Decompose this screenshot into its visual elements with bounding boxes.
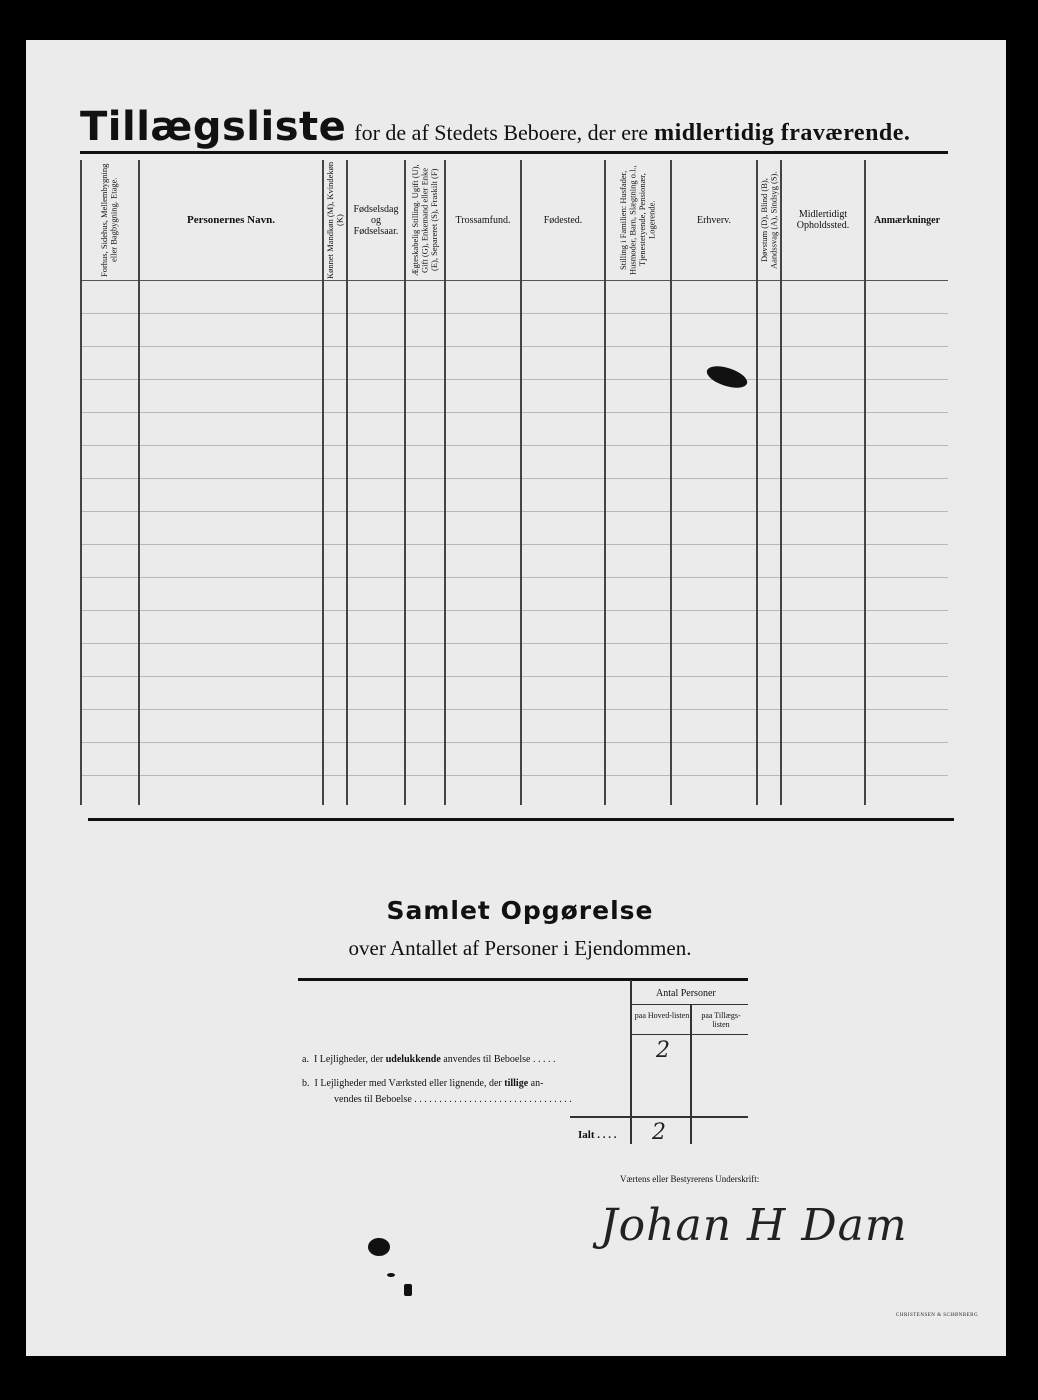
table-bottom-rule [88, 818, 954, 821]
summary-row-b: b. I Lejligheder med Værksted eller lignende, der tillige an- [302, 1078, 544, 1089]
row-line [80, 709, 948, 710]
title-emphasis: midlertidig fraværende. [654, 120, 911, 146]
summary-antal-header: Antal Personer [656, 988, 716, 999]
row-line [80, 544, 948, 545]
summary-row-b-line2: vendes til Beboelse . . . . . . . . . . . . . . . . . . . . . . . . . . . . . . . . [334, 1094, 572, 1105]
col-header-religion: Trossamfund. [455, 214, 511, 226]
col-line [780, 160, 782, 805]
col-line [138, 160, 140, 805]
col-header-remarks: Anmærkninger [873, 214, 941, 226]
col-header-occupation: Erhverv. [696, 214, 732, 226]
row-line [80, 412, 948, 413]
col-line [80, 160, 82, 805]
row-line [80, 775, 948, 776]
title-subtitle: for de af Stedets Beboere, der ere [354, 120, 649, 145]
row-line [80, 346, 948, 347]
summary-subtitle: over Antallet af Personer i Ejendommen. [348, 936, 692, 960]
col-header-disability: Døvstum (D), Blind (B), Aandssvag (A), Sindsyg (S). [758, 171, 778, 269]
summary-col-tillaeg: paa Tillægs-listen [701, 1011, 741, 1029]
col-line [604, 160, 606, 805]
col-header-temp-residence: Midlertidigt Opholdssted. [796, 209, 850, 231]
row-line [80, 577, 948, 578]
row-line [80, 643, 948, 644]
printer-mark: CHRISTENSEN & SCHØNBERG [896, 1313, 979, 1318]
col-header-marital: Ægteskabelig Stilling. Ugift (U), Gift (G), Enkemand eller Enke (E), Separeret (S), Fraskilt (F) [409, 164, 439, 276]
row-line [80, 445, 948, 446]
col-line [404, 160, 406, 805]
ink-spot [387, 1273, 395, 1277]
title-rule [80, 151, 948, 154]
summary-rule [298, 978, 748, 981]
col-line [444, 160, 446, 805]
col-header-name: Personernes Navn. [187, 213, 275, 226]
col-line [756, 160, 758, 805]
row-line [80, 610, 948, 611]
summary-row-a-value: 2 [656, 1038, 670, 1063]
col-line [864, 160, 866, 805]
residents-table [80, 160, 948, 805]
row-line [80, 379, 948, 380]
col-header-family-position: Stilling i Familien: Husfader, Husmoder, Barn, Slægtning o.l., Tjenestetyende, Pensionær, Logerende. [618, 165, 657, 275]
row-line [80, 313, 948, 314]
col-line [670, 160, 672, 805]
row-line [80, 742, 948, 743]
row-line [80, 511, 948, 512]
col-header-birthdate: Fødselsdag og Fødselsaar. [353, 203, 399, 237]
ink-spot [368, 1238, 390, 1256]
form-title [80, 104, 950, 152]
signature-name: Johan H Dam [600, 1200, 908, 1251]
summary-total-label: Ialt . . . . [578, 1129, 617, 1141]
col-line [520, 160, 522, 805]
summary-header-line [630, 1004, 748, 1005]
summary-col-hoved: paa Hoved-listen [634, 1011, 690, 1020]
ink-spot [404, 1284, 412, 1296]
col-line [322, 160, 324, 805]
col-header-building: Forhus, Sidehus, Mellembygning eller Bagbygning. Etage. [98, 163, 118, 277]
row-line [80, 478, 948, 479]
signature-label: Værtens eller Bestyrerens Underskrift: [620, 1174, 760, 1184]
row-line [80, 676, 948, 677]
summary-total-line [570, 1116, 748, 1118]
summary-header-line [630, 1034, 748, 1035]
col-header-birthplace: Fødested. [543, 214, 583, 226]
header-rule [80, 280, 948, 281]
summary-row-a: a. I Lejligheder, der udelukkende anvendes til Beboelse . . . . . [302, 1054, 556, 1065]
col-header-sex: Kønnet Mandkøn (M), Kvindekøn (K) [324, 161, 344, 279]
summary-title: Samlet Opgørelse [386, 896, 654, 925]
summary-total-value: 2 [652, 1120, 666, 1145]
summary-col-line [690, 1005, 692, 1144]
col-line [346, 160, 348, 805]
title-main: Tillægsliste [80, 104, 347, 150]
